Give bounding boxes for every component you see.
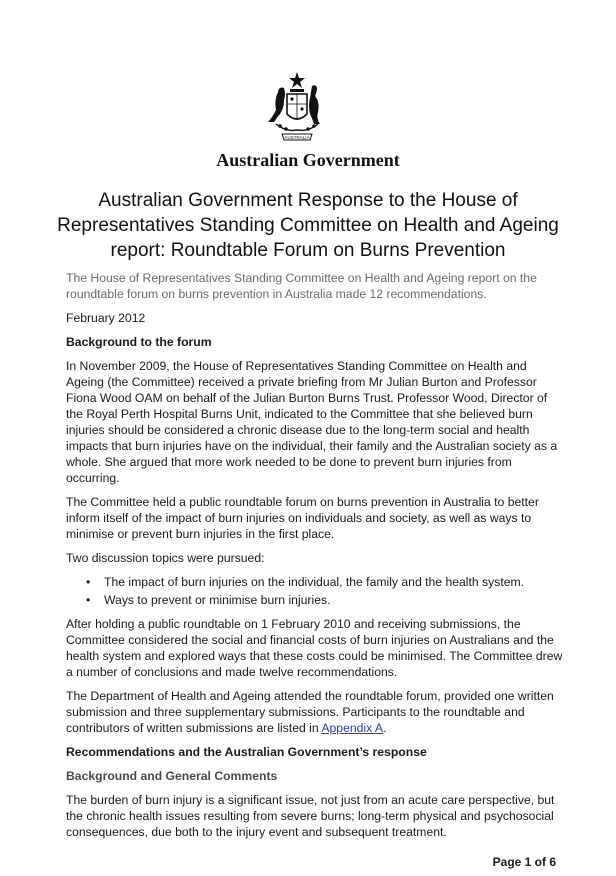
document-date: February 2012 (66, 311, 146, 325)
document-title: Australian Government Response to the House of Representatives Standing Committee on Health and Ageing report: Roundtable Forum on Burns Prevention (57, 190, 559, 261)
list-item: • The impact of burn injuries on the individual, the family and the health system. (104, 574, 566, 590)
appendix-a-link[interactable]: Appendix A (321, 721, 384, 735)
coat-of-arms-icon (262, 70, 332, 150)
recommendations-heading: Recommendations and the Australian Government’s response (66, 745, 427, 759)
paragraph-2: The Committee held a public roundtable forum on burns prevention in Australia to better inform itself of the impact of burn injuries on individuals and society, as well as ways to minimise or prevent burn injuries in the first place. (66, 495, 539, 541)
paragraph-3: Two discussion topics were pursued: (66, 551, 265, 565)
paragraph-5-end: . (383, 721, 387, 735)
document-body (66, 270, 566, 848)
list-item: • Ways to prevent or minimise burn injuries. (104, 592, 566, 608)
page-number: Page 1 of 6 (492, 855, 556, 869)
paragraph-6: The burden of burn injury is a significant issue, not just from an acute care perspective, but the chronic health issues resulting from severe burns; long-term physical and psychosocial consequences, due both to the injury event and subsequent treatment. (66, 793, 555, 839)
intro-paragraph: The House of Representatives Standing Committee on Health and Ageing report on the roundtable forum on burns prevention in Australia made 12 recommendations. (66, 271, 537, 301)
discussion-topics-list (66, 574, 566, 608)
paragraph-4: After holding a public roundtable on 1 February 2010 and receiving submissions, the Committee considered the social and financial costs of burn injuries on Australians and the health system and explored ways that these costs could be minimised. The Committee drew a number of conclusions and made twelve recommendations. (66, 617, 563, 679)
general-comments-heading: Background and General Comments (66, 769, 278, 783)
crest-motto: AUSTRALIA (284, 135, 310, 140)
paragraph-5 (66, 688, 566, 736)
paragraph-1: In November 2009, the House of Representatives Standing Committee on Health and Ageing (the Committee) received a private briefing from Mr Julian Burton and Professor Fiona Wood OAM on behalf of the Julian Burton Burns Trust. Professor Wood, Director of the Royal Perth Hospital Burns Unit, indicated to the Committee that she believed burn injuries should be considered a chronic disease due to the long-term social and health impacts that burn injuries have on the individual, their family and the Australian society as a whole. She argued that more work needed to be done to prevent burn injuries from occurring. (66, 359, 558, 485)
government-name: Australian Government (216, 150, 400, 170)
paragraph-5-text: The Department of Health and Ageing attended the roundtable forum, provided one written submission and three supplementary submissions. Participants to the roundtable and contributors of written submissions are listed in (66, 689, 554, 735)
background-heading: Background to the forum (66, 335, 212, 349)
